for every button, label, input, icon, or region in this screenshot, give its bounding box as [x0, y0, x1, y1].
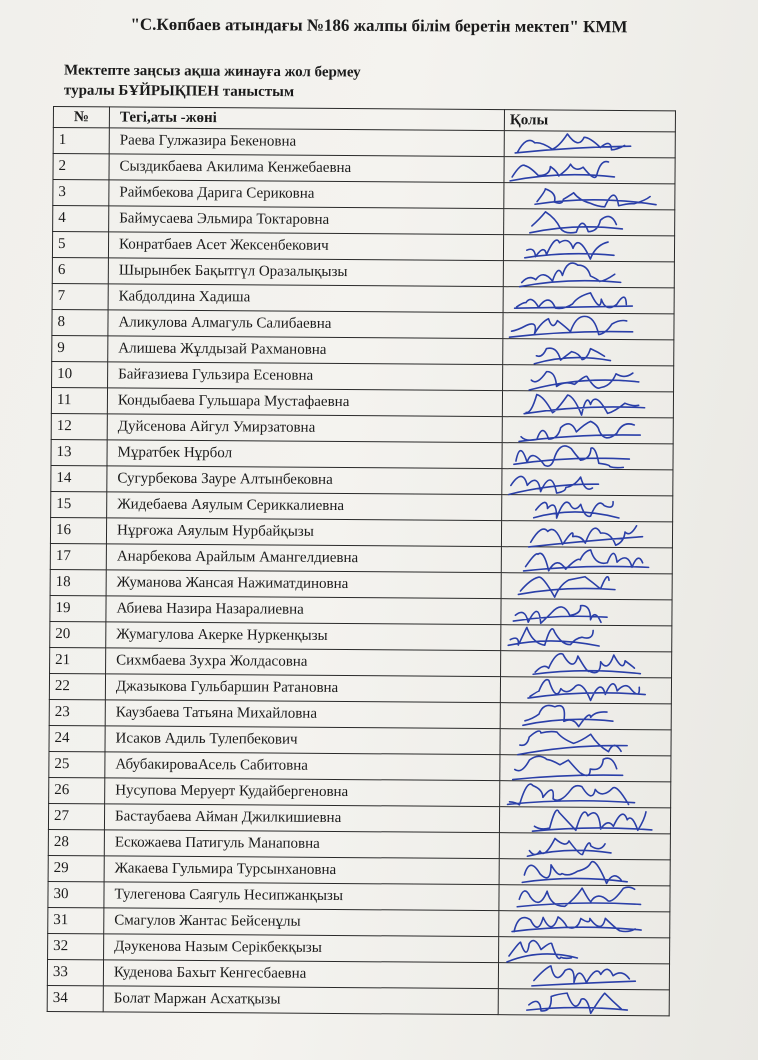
- row-number: 4: [53, 206, 109, 232]
- table-row: [47, 985, 669, 1015]
- row-full-name: Мұратбек Нұрбол: [107, 440, 502, 469]
- row-full-name: Дәукенова Назым Серікбекқызы: [104, 934, 499, 963]
- column-header-name: Тегі,аты -жөні: [109, 107, 504, 131]
- row-full-name: Кондыбаева Гульшара Мустафаевна: [107, 388, 502, 417]
- row-full-name: Нусупова Меруерт Кудайбергеновна: [105, 778, 500, 807]
- row-full-name: Раева Гулжазира Бекеновна: [109, 128, 504, 157]
- row-full-name: Баймусаева Эльмира Токтаровна: [109, 206, 504, 235]
- handwritten-signature: [501, 983, 661, 1020]
- row-full-name: Нұрғожа Аяулым Нурбайқызы: [106, 518, 501, 547]
- row-number: 27: [48, 803, 104, 829]
- row-full-name: Шырынбек Бақытгүл Оразалықызы: [108, 258, 503, 287]
- row-full-name: Болат Маржан Асхатқызы: [103, 986, 498, 1015]
- row-full-name: Анарбекова Арайлым Амангелдиевна: [106, 544, 501, 573]
- row-full-name: АбубакироваАсель Сабитовна: [105, 752, 500, 781]
- row-number: 32: [48, 933, 104, 959]
- row-number: 23: [49, 699, 105, 725]
- column-header-number: №: [53, 107, 109, 128]
- table-body: [47, 128, 675, 1016]
- document-subtitle: [64, 61, 484, 104]
- row-number: 18: [50, 569, 106, 595]
- row-number: 21: [50, 647, 106, 673]
- row-full-name: Сихмбаева Зухра Жолдасовна: [106, 648, 501, 677]
- row-number: 13: [51, 439, 107, 465]
- row-full-name: Сугурбекова Зауре Алтынбековна: [107, 466, 502, 495]
- row-full-name: Кабдолдина Хадиша: [108, 284, 503, 313]
- row-full-name: Байғазиева Гульзира Есеновна: [108, 362, 503, 391]
- subtitle-line-1: Мектепте заңсыз ақша жинауға жол бермеу: [64, 62, 361, 81]
- row-number: 15: [51, 491, 107, 517]
- row-full-name: Жидебаева Аяулым Сериккалиевна: [107, 492, 502, 521]
- document-title: "С.Көпбаев атындағы №186 жалпы білім беретін мектеп" КММ: [130, 14, 628, 37]
- row-number: 7: [52, 283, 108, 309]
- row-number: 20: [50, 621, 106, 647]
- row-number: 5: [52, 232, 108, 258]
- row-full-name: Аликулова Алмагуль Салибаевна: [108, 310, 503, 339]
- row-number: 31: [48, 907, 104, 933]
- row-full-name: Жумагулова Акерке Нуркенқызы: [106, 622, 501, 651]
- row-full-name: Абиева Назира Назаралиевна: [106, 596, 501, 625]
- row-number: 17: [50, 543, 106, 569]
- row-number: 12: [51, 413, 107, 439]
- row-number: 33: [47, 959, 103, 985]
- row-full-name: Исаков Адиль Тулепбекович: [105, 726, 500, 755]
- row-full-name: Дуйсенова Айгул Умирзатовна: [107, 414, 502, 443]
- row-full-name: Ескожаева Патигуль Манаповна: [104, 830, 499, 859]
- row-full-name: Тулегенова Саягуль Несипжанқызы: [104, 882, 499, 911]
- row-full-name: Конратбаев Асет Жексенбекович: [108, 232, 503, 261]
- row-number: 11: [51, 387, 107, 413]
- row-full-name: Жуманова Жансая Нажиматдиновна: [106, 570, 501, 599]
- row-number: 2: [53, 154, 109, 180]
- row-full-name: Бастаубаева Айман Джилкишиевна: [104, 804, 499, 833]
- row-number: 14: [51, 465, 107, 491]
- row-number: 19: [50, 595, 106, 621]
- row-number: 1: [53, 128, 109, 154]
- row-number: 16: [50, 517, 106, 543]
- row-full-name: Раймбекова Дарига Сериковна: [109, 180, 504, 209]
- row-number: 30: [48, 881, 104, 907]
- row-full-name: Каузбаева Татьяна Михайловна: [105, 700, 500, 729]
- row-full-name: Куденова Бахыт Кенгесбаевна: [103, 960, 498, 989]
- row-full-name: Жакаева Гульмира Турсынхановна: [104, 856, 499, 885]
- row-full-name: Джазыкова Гульбаршин Ратановна: [105, 674, 500, 703]
- row-number: 28: [48, 829, 104, 855]
- subtitle-line-2: туралы БҰЙРЫҚПЕН таныстым: [63, 82, 295, 101]
- row-number: 9: [52, 335, 108, 361]
- row-full-name: Сыздикбаева Акилима Кенжебаевна: [109, 154, 504, 183]
- row-number: 22: [49, 673, 105, 699]
- row-number: 6: [52, 257, 108, 283]
- row-full-name: Смагулов Жантас Бейсенұлы: [104, 908, 499, 937]
- row-number: 26: [49, 777, 105, 803]
- row-number: 8: [52, 309, 108, 335]
- row-number: 3: [53, 180, 109, 206]
- row-signature-cell: [498, 989, 669, 1016]
- row-number: 25: [49, 751, 105, 777]
- column-header-signature: Қолы: [504, 110, 675, 132]
- row-number: 24: [49, 725, 105, 751]
- row-full-name: Алишева Жұлдызай Рахмановна: [108, 336, 503, 365]
- row-number: 34: [47, 985, 103, 1011]
- signature-sheet: [47, 106, 676, 1016]
- row-number: 10: [52, 361, 108, 387]
- row-number: 29: [48, 855, 104, 881]
- staff-table: [47, 106, 676, 1016]
